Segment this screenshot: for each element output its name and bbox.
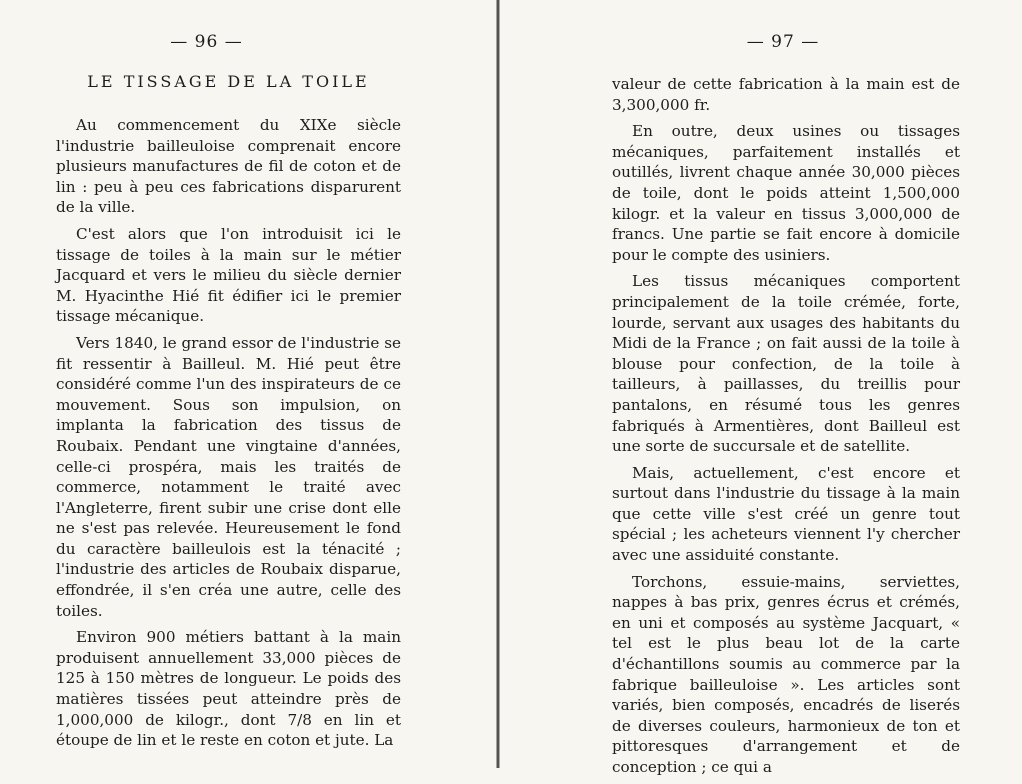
paragraph: Au commencement du XIXe siècle l'industrie bailleuloise comprenait encore plusieurs manufactures de fil de coton et de lin : peu à peu ces fabrications disparurent de la ville. <box>56 116 401 217</box>
paragraph: Environ 900 métiers battant à la main produisent annuellement 33,000 pièces de 125 à 150 mètres de longueur. Le poids des matières tissées peut atteindre près de 1,000,000 de kilogr., dont 7/8 en lin et étoupe de lin et le reste en coton et jute. La <box>56 628 401 750</box>
chapter-title: LE TISSAGE DE LA TOILE <box>87 72 370 91</box>
paragraph: C'est alors que l'on introduisit ici le tissage de toiles à la main sur le métier Jacquard et vers le milieu du siècle dernier M. Hyacinthe Hié fit édifier ici le premier tissage mécanique. <box>56 224 401 326</box>
body-text <box>612 74 960 784</box>
page-number: — 96 — <box>170 32 243 52</box>
left-page <box>56 0 401 768</box>
paragraph: Vers 1840, le grand essor de l'industrie se fit ressentir à Bailleul. M. Hié peut être considéré comme l'un des inspirateurs de ce mouvement. Sous son impulsion, on implanta la fabrication des tissus de Roubaix. Pendant une vingtaine d'années, celle-ci prospéra, mais les traités de commerce, notamment le traité avec l'Angleterre, firent subir une crise dont elle ne s'est pas relevée. Heureusement le fond du caractère bailleulois est la ténacité ; l'industrie des articles de Roubaix disparue, effondrée, il s'en créa une autre, celle des toiles. <box>56 333 401 620</box>
paragraph: Les tissus mécaniques comportent principalement de la toile crémée, forte, lourde, servant aux usages des habitants du Midi de la France ; on fait aussi de la toile à blouse pour confection, de la toile à tailleurs, à paillasses, du treillis pour pantalons, en résumé tous les genres fabriqués à Armentières, dont Bailleul est une sorte de succursale et de satellite. <box>612 272 960 456</box>
paragraph: Mais, actuellement, c'est encore et surtout dans l'industrie du tissage à la main que cette ville s'est créé un genre tout spécial ; les acheteurs viennent l'y chercher avec une assiduité constante. <box>612 463 960 565</box>
book-gutter <box>496 0 500 768</box>
paragraph: Torchons, essuie-mains, serviettes, nappes à bas prix, genres écrus et crémés, en uni et composés au système Jacquart, « tel est le plus beau lot de la carte d'échantillons soumis au commerce par la fabrique bailleuloise ». Les articles sont variés, bien composés, encadrés de liserés de diverses couleurs, harmonieux de ton et pittoresques d'arrangement et de conception ; ce qui a <box>612 572 960 776</box>
page-number: — 97 — <box>746 32 820 52</box>
paragraph: En outre, deux usines ou tissages mécaniques, parfaitement installés et outillés, livrent chaque année 30,000 pièces de toile, dont le poids atteint 1,500,000 kilogr. et la valeur en tissus 3,000,000 de francs. Une partie se fait encore à domicile pour le compte des usiniers. <box>612 122 960 264</box>
paragraph: valeur de cette fabrication à la main est de 3,300,000 fr. <box>612 75 960 114</box>
body-text <box>56 115 401 757</box>
right-page <box>612 0 960 776</box>
